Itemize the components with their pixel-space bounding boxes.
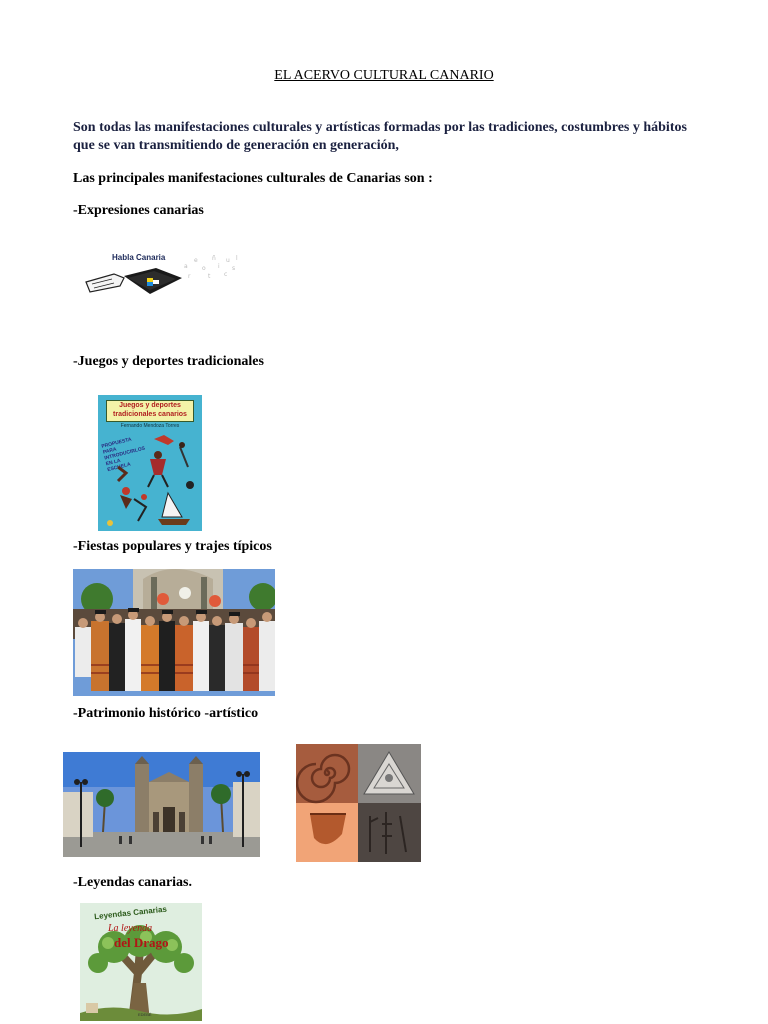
fiestas-photo [73,569,275,696]
intro-paragraph: Son todas las manifestaciones culturales y artísticas formadas por las tradiciones, costumbres y hábitos que se van transmitiendo de generación en generación, [73,120,687,153]
page-title: EL ACERVO CULTURAL CANARIO [274,68,494,83]
svg-text:s: s [232,265,236,272]
catedral-photo [63,752,260,857]
svg-text:o: o [202,265,206,272]
svg-text:l: l [236,255,238,262]
svg-text:ñ: ñ [212,255,216,262]
heading-leyendas: -Leyendas canarias. [73,875,192,890]
habla-canaria-image [84,248,244,310]
leyenda-book-cover [80,903,202,1021]
svg-text:i: i [218,263,220,270]
svg-text:t: t [208,273,211,280]
svg-text:e: e [194,257,198,264]
juegos-cover-title: Juegos y deportes tradicionales canarios [106,400,194,422]
leyenda-title-line1: La leyenda [108,923,153,934]
svg-text:a: a [184,263,188,270]
heading-fiestas: -Fiestas populares y trajes típicos [73,539,272,554]
leyenda-series-label: Leyendas Canarias [93,904,168,922]
juegos-cover-subtitle: PROPUESTA PARA INTRODUCIRLOS EN LA ESCUELA [100,436,146,474]
juegos-book-cover [98,395,202,531]
habla-canaria-label: Habla Canaria [112,253,166,262]
petroglyph-collage [296,744,421,862]
svg-text:c: c [224,271,228,278]
heading-expresiones: -Expresiones canarias [73,203,204,218]
principales-heading: Las principales manifestaciones culturales de Canarias son : [73,171,433,186]
heading-patrimonio: -Patrimonio histórico -artístico [73,706,259,721]
svg-text:r: r [188,273,191,280]
svg-text:u: u [226,257,230,264]
heading-juegos: -Juegos y deportes tradicionales [73,354,264,369]
leyenda-publisher: EDEBÉ [138,1012,152,1017]
leyenda-title-line2: del Drago [114,935,169,950]
juegos-cover-author: Fernando Mendoza Torres [120,423,180,429]
